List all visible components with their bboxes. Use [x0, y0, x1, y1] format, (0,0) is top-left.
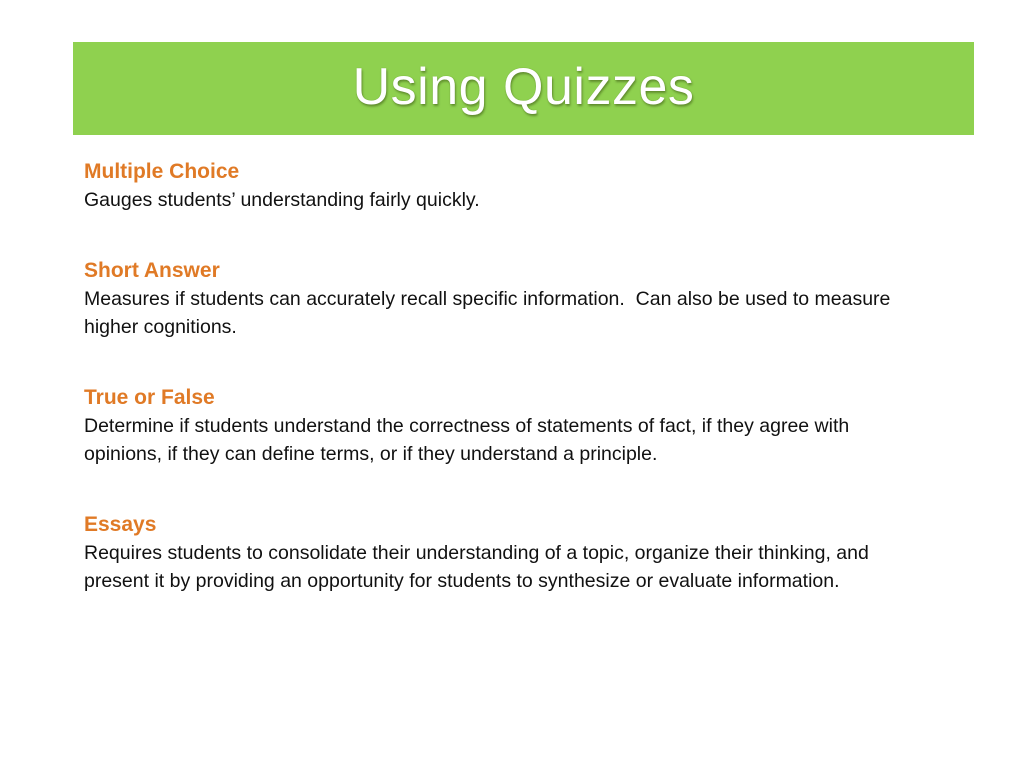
- section-heading: Short Answer: [84, 259, 220, 282]
- section-short-answer: [84, 257, 914, 341]
- section-body: Determine if students understand the correctness of statements of fact, if they agree with opinions, if they can define terms, or if they understand a principle.: [84, 415, 850, 465]
- title-banner: [73, 42, 974, 135]
- section-heading: True or False: [84, 386, 215, 409]
- slide-title: Using Quizzes: [352, 57, 695, 116]
- section-heading: Essays: [84, 513, 157, 536]
- section-body: Measures if students can accurately recall specific information. Can also be used to measure higher cognitions.: [84, 288, 896, 338]
- section-essays: [84, 511, 914, 595]
- section-multiple-choice: [84, 158, 914, 214]
- section-true-or-false: [84, 384, 914, 468]
- section-body: Requires students to consolidate their understanding of a topic, organize their thinking, and present it by providing an opportunity for students to synthesize or evaluate information.: [84, 542, 869, 592]
- slide-content: [84, 158, 914, 595]
- section-heading: Multiple Choice: [84, 160, 240, 183]
- section-body: Gauges students’ understanding fairly quickly.: [84, 189, 480, 211]
